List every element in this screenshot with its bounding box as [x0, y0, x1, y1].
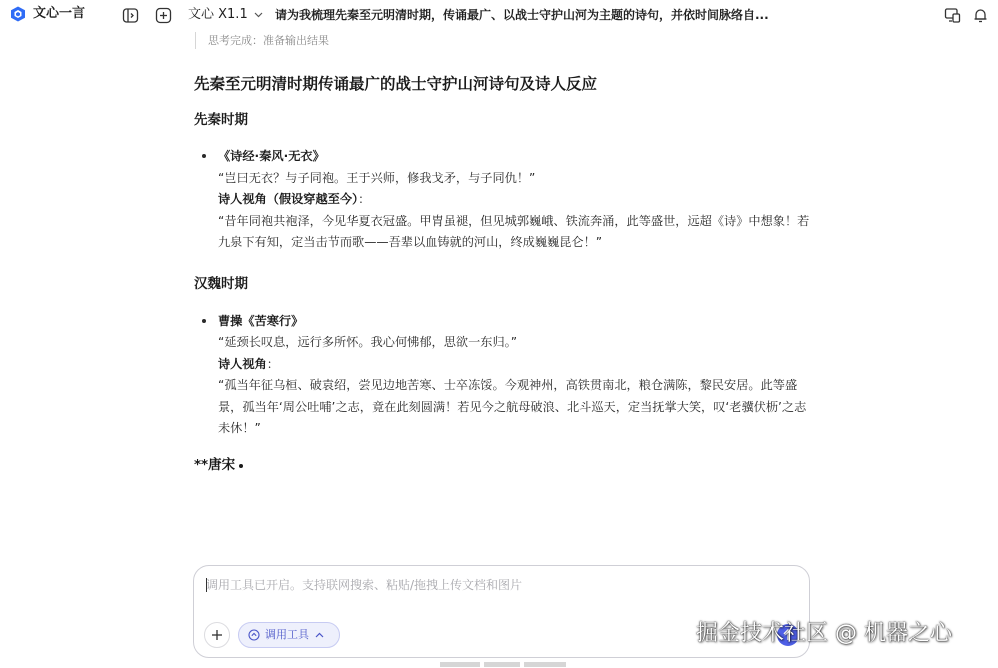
- poet-view-label: 诗人视角: [218, 356, 267, 371]
- section-heading: 先秦时期: [194, 112, 248, 128]
- chevron-up-icon: [315, 632, 324, 638]
- wenxin-logo-icon: [10, 6, 26, 22]
- label-colon: ：: [266, 356, 279, 371]
- app-name: 文心一言: [33, 6, 86, 21]
- text-caret: [206, 578, 207, 592]
- streaming-text: [194, 455, 814, 475]
- top-bar: [0, 0, 998, 30]
- poet-view-label: 诗人视角（假设穿越至今）: [218, 192, 359, 206]
- chevron-down-icon: [254, 12, 263, 18]
- message-input[interactable]: [206, 576, 791, 594]
- section-heading: 汉魏时期: [194, 275, 248, 292]
- list-item: [194, 311, 814, 440]
- sidebar-toggle-button[interactable]: [120, 5, 140, 25]
- new-chat-button[interactable]: [153, 5, 173, 25]
- label-colon: ：: [358, 192, 371, 206]
- poet-view-text: “昔年同袍共袍泽，今见华夏衣冠盛。甲胄虽褪，但见城郭巍峨、铁流奔涌，此等盛世，远超《诗》中想象！若九泉下有知，定当击节而歌——吾辈以血铸就的河山，终成巍巍昆仑！”: [218, 213, 810, 249]
- screen-share-icon: [944, 7, 961, 24]
- poet-view-label-row: [218, 189, 814, 211]
- conversation-title: 请为我梳理先秦至元明清时期，传诵最广、以战士守护山河为主题的诗句，并依时间脉络自...: [275, 8, 769, 22]
- footer-disclaimer-text-glyphs: [440, 661, 566, 668]
- poem-title: 《诗经·秦风·无衣》: [218, 149, 325, 163]
- poem-title: 曹操《苦寒行》: [218, 313, 304, 328]
- tools-label: 调用工具: [265, 628, 309, 641]
- plus-icon: [211, 629, 223, 641]
- sidebar-panel-icon: [122, 7, 139, 24]
- answer-content: [194, 72, 814, 475]
- answer-title: 先秦至元明清时期传诵最广的战士守护山河诗句及诗人反应: [194, 75, 598, 93]
- screen-share-button[interactable]: [942, 5, 962, 25]
- app-logo[interactable]: [10, 6, 85, 22]
- new-chat-icon: [155, 7, 172, 24]
- streaming-partial-heading: **唐宋: [194, 456, 236, 473]
- notifications-button[interactable]: [970, 5, 990, 25]
- bullet-dot: [202, 154, 206, 158]
- tools-toggle-button[interactable]: [238, 622, 340, 648]
- bell-icon: [972, 7, 989, 24]
- poet-view-label-row: [218, 354, 814, 376]
- streaming-cursor-dot: [239, 464, 243, 468]
- bullet-dot: [202, 319, 206, 323]
- attach-button[interactable]: [204, 622, 230, 648]
- list-item: [194, 146, 814, 254]
- poem-quote: “岂曰无衣？与子同袍。王于兴师，修我戈矛，与子同仇！”: [218, 170, 536, 185]
- model-label: 文心 X1.1: [188, 7, 248, 22]
- thinking-status[interactable]: 思考完成：准备输出结果: [195, 32, 329, 49]
- poem-quote: “延颈长叹息，远行多所怀。我心何怫郁，思欲一东归。”: [218, 335, 518, 349]
- tools-icon: [248, 629, 260, 641]
- poet-view-text: “孤当年征乌桓、破袁绍，尝见边地苦寒、士卒冻馁。今观神州，高铁贯南北，粮仓满陈，黎民安居。此等盛景，孤当年‘周公吐哺’之志，竟在此刻圆满！若见今之航母破浪、北斗巡天，定当抚掌大笑，叹‘老骥伏枥’之志未休！”: [218, 378, 807, 435]
- watermark: 掘金技术社区 @ 机器之心: [696, 621, 952, 646]
- footer-disclaimer: [440, 661, 566, 668]
- model-selector[interactable]: [188, 6, 263, 24]
